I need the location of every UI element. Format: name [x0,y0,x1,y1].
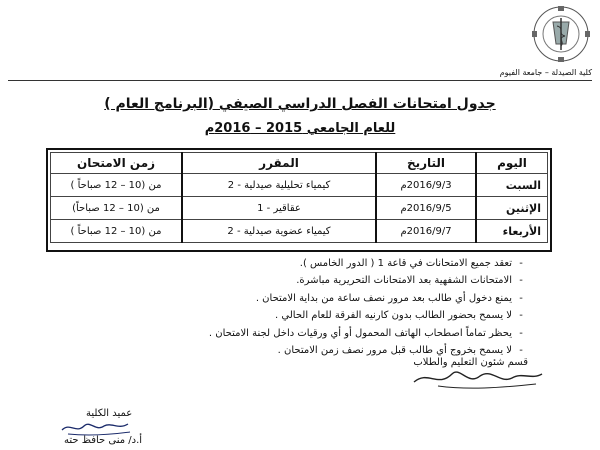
cell-time: من (10 – 12 صباحاً ) [51,174,183,197]
rule-text: تعقد جميع الامتحانات في قاعة 1 ( الدور الخامس ). [299,258,512,269]
header-date: التاريخ [376,153,476,174]
header-day: اليوم [476,153,548,174]
header-divider [8,80,592,81]
header-time: زمن الامتحان [51,153,183,174]
rule-text: يمنع دخول أي طالب بعد مرور نصف ساعة من بداية الامتحان . [255,292,512,304]
faculty-label: كلية الصيدلة – جامعة الفيوم [499,68,592,77]
list-item [190,325,530,342]
list-item [190,272,530,289]
bullet-icon: - [519,275,523,287]
cell-day: الأربعاء [476,220,548,243]
cell-course: عقاقير - 1 [182,197,376,220]
dean-name: أ.د/ منى حافظ حته [64,435,143,446]
rule-text: لا يسمح بخروج أي طالب قبل مرور نصف زمن الامتحان . [277,344,512,356]
cell-date: 2016/9/7م [376,220,476,243]
faculty-logo [528,4,594,64]
cell-day: الإثنين [476,197,548,220]
list-item [190,290,530,307]
table-row [51,197,548,220]
cell-time: من (10 – 12 صباحاً ) [51,220,183,243]
table-row [51,174,548,197]
cell-course: كيمياء تحليلية صيدلية - 2 [182,174,376,197]
bullet-icon: - [519,327,523,339]
rule-text: لا يسمح بحضور الطالب بدون كارنيه الفرقة للعام الحالي . [275,310,512,322]
dean-title: عميد الكلية [86,408,133,419]
header-course: المقرر [182,153,376,174]
page-title: جدول امتحانات الفصل الدراسي الصيفي (البرنامج العام ) [104,96,496,112]
list-item [190,307,530,324]
bullet-icon: - [519,344,523,356]
exam-rules-list [190,255,530,359]
bullet-icon: - [519,292,523,304]
rule-text: يحظر تماماً اصطحاب الهاتف المحمول أو أي ورقيات داخل لجنة الامتحان . [208,327,512,339]
bullet-icon: - [519,310,523,322]
cell-course: كيمياء عضوية صيدلية - 2 [182,220,376,243]
table-header-row [51,153,548,174]
rule-text: الامتحانات الشفهية بعد الامتحانات التحريرية مباشرة. [296,275,512,287]
academic-year-title: للعام الجامعي 2015 – 2016م [204,121,396,136]
cell-date: 2016/9/3م [376,174,476,197]
affairs-signature [408,360,548,392]
cell-time: من (10 – 12 صباحاً) [51,197,183,220]
student-affairs-label: قسم شئون التعليم والطلاب [413,357,528,368]
table-row [51,220,548,243]
exam-schedule-table [50,152,548,243]
cell-day: السبت [476,174,548,197]
bullet-icon: - [519,258,523,269]
cell-date: 2016/9/5م [376,197,476,220]
list-item [190,255,530,272]
